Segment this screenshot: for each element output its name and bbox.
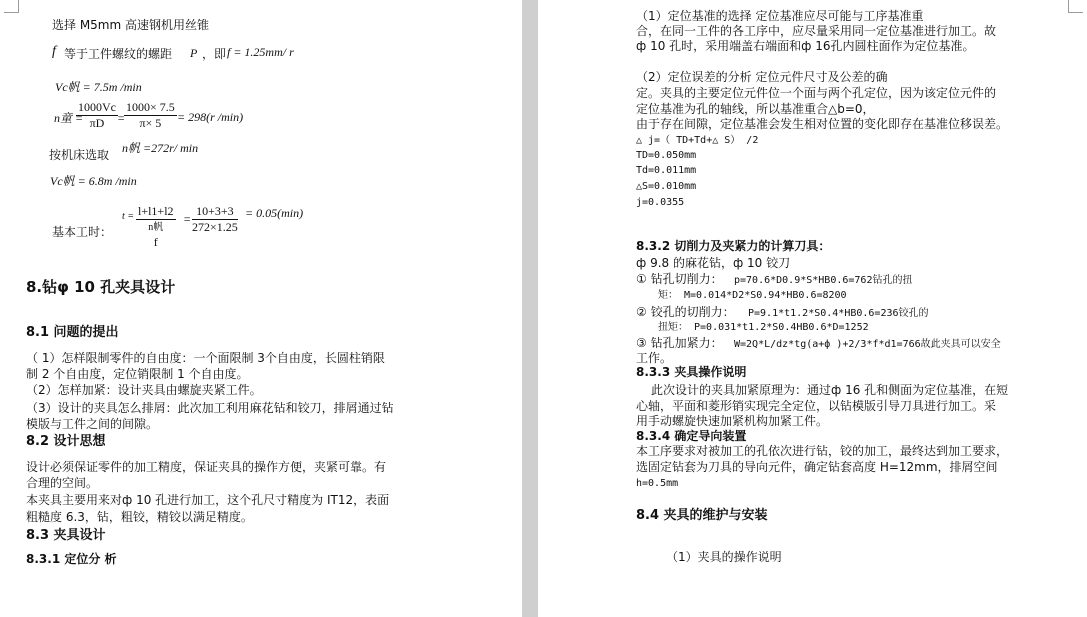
formula-speed-lhs: n童 = xyxy=(54,111,84,125)
paragraph-line: 设计必须保证零件的加工精度，保证夹具的操作方便，夹紧可靠。有 xyxy=(26,460,387,474)
left-page xyxy=(0,0,522,617)
paragraph-line: （ 1）怎样限制零件的自由度：一个面限制 3个自由度，长圆柱销限 xyxy=(26,351,385,365)
paragraph-line: 合，在同一工件的各工序中，应尽量采用同一定位基准进行加工。故 xyxy=(636,24,997,38)
value-line: h=0.5mm xyxy=(636,478,679,489)
formula-equals: = xyxy=(183,212,192,226)
paragraph-line: 本夹具主要用来对ф 10 孔进行加工，这个孔尺寸精度为 IT12，表面 xyxy=(26,493,390,507)
line-tap-selection: 选择 M5mm 高速钢机用丝锥 xyxy=(52,18,209,32)
formula-speed-result: = 298(r /min) xyxy=(177,110,244,124)
fraction-denominator: 272×1.25 xyxy=(192,220,238,234)
heading-8-2: 8.2 设计思想 xyxy=(26,434,106,449)
symbol-f: f xyxy=(52,44,56,59)
formula-actual-speed: Vc帆 = 6.8m /min xyxy=(50,174,137,188)
fraction-numerator: 1000× 7.5 xyxy=(126,100,175,114)
paragraph-line: （2）定位误差的分析 定位元件尺寸及公差的确 xyxy=(636,70,888,84)
paragraph-line: 制 2 个自由度，定位销限制 1 个自由度。 xyxy=(26,367,249,381)
formula-line: W=2Q*L/dz*tg(a+ф )+2/3*f*d1=766故此夹具可以安全 xyxy=(734,339,1001,350)
paragraph-line: 定位基准为孔的轴线，所以基准重合△b=0， xyxy=(636,102,875,116)
value-line: j=0.0355 xyxy=(636,197,685,208)
formula-time-result: = 0.05(min) xyxy=(245,206,304,220)
paragraph-line: （3）设计的夹具怎么排屑：此次加工利用麻花钻和铰刀，排屑通过钻 xyxy=(26,401,394,415)
paragraph-line: 选固定钻套为刀具的导向元件，确定钻套高度 H=12mm，排屑空间 xyxy=(636,460,998,474)
paragraph-line: 心轴，平面和菱形销实现完全定位，以钻模版引导刀具进行加工。采 xyxy=(636,399,997,413)
fraction-denominator: πD xyxy=(89,116,105,130)
list-item-label: ① 钻孔切削力： xyxy=(636,272,723,286)
text-select-by-machine: 按机床选取 xyxy=(49,148,110,162)
formula-line: P=9.1*t1.2*S0.4*HB0.6=236铰孔的 xyxy=(748,308,929,319)
text-equals-pitch: 等于工件螺纹的螺距 xyxy=(64,47,173,61)
formula-machine-speed: n帆 =272r/ min xyxy=(122,141,199,155)
paragraph-line: 用手动螺旋快速加紧机构加紧工件。 xyxy=(636,414,829,428)
fraction-middle: n帆 xyxy=(148,222,164,233)
label-basic-time: 基本工时： xyxy=(52,225,113,239)
text-ie: ，即 xyxy=(202,47,227,61)
formula-equals: = xyxy=(117,111,126,125)
heading-8-3-2: 8.3.2 切削力及夹紧力的计算刀具： xyxy=(636,239,831,253)
fraction-denominator: f xyxy=(153,235,158,249)
formula-feed: f = 1.25mm/ r xyxy=(227,45,294,59)
fraction-1000x7.5 xyxy=(124,100,177,131)
heading-8-3-1: 8.3.1 定位分 析 xyxy=(26,552,117,566)
heading-section-8: 8.钻φ 10 孔夹具设计 xyxy=(26,278,176,296)
value-line: △S=0.010mm xyxy=(636,181,697,192)
formula-line: 扭矩： P=0.031*t1.2*S0.4HB0.6*D=1252 xyxy=(658,322,869,333)
paragraph-line: 模版与工件之间的间隙。 xyxy=(26,417,159,431)
value-line: TD=0.050mm xyxy=(636,150,697,161)
fraction-length-over-nf xyxy=(136,204,176,250)
formula-time-lhs: t = xyxy=(122,211,135,222)
list-item-label: ③ 钻孔加紧力： xyxy=(636,336,723,350)
crop-mark xyxy=(1068,0,1083,13)
paragraph-line: 定。夹具的主要定位元件位一个面与两个孔定位，因为该定位元件的 xyxy=(636,86,997,100)
fraction-16-over-272 xyxy=(192,204,238,235)
paragraph-line: 合理的空间。 xyxy=(26,476,99,490)
paragraph-line: （1）夹具的操作说明 xyxy=(666,550,782,564)
heading-8-3-3: 8.3.3 夹具操作说明 xyxy=(636,365,747,379)
formula-line: p=70.6*D0.9*S*HB0.6=762钻孔的扭 xyxy=(734,275,913,286)
paragraph-line: 工作。 xyxy=(636,351,673,365)
fraction-numerator: 10+3+3 xyxy=(192,204,238,220)
symbol-p: P xyxy=(190,46,198,60)
paragraph-line: 由于存在间隙，定位基准会发生相对位置的变化即存在基准位移误差。 xyxy=(636,117,1009,131)
formula-cutting-speed: Vc帆 = 7.5m /min xyxy=(55,80,142,94)
paragraph-line: （2）怎样加紧：设计夹具由螺旋夹紧工件。 xyxy=(26,383,262,397)
paragraph-line: 此次设计的夹具加紧原理为：通过ф 16 孔和侧面为定位基准，在短 xyxy=(651,383,1009,397)
paragraph-line: ф 10 孔时，采用端盖右端面和ф 16孔内圆柱面作为定位基准。 xyxy=(636,39,975,53)
paragraph-line: 本工序要求对被加工的孔依次进行钻，铰的加工，最终达到加工要求， xyxy=(636,444,1009,458)
heading-8-3: 8.3 夹具设计 xyxy=(26,528,106,543)
value-line: Td=0.011mm xyxy=(636,165,697,176)
heading-8-3-4: 8.3.4 确定导向装置 xyxy=(636,429,747,443)
crop-mark xyxy=(4,0,19,13)
fraction-1000v-pid xyxy=(76,100,118,131)
formula-line: 矩： M=0.014*D2*S0.94*HB0.6=8200 xyxy=(658,290,847,301)
paragraph-line: 粗糙度 6.3，钻，粗铰，精铰以满足精度。 xyxy=(26,510,253,524)
heading-8-1: 8.1 问题的提出 xyxy=(26,325,119,340)
paragraph-line: ф 9.8 的麻花钻，ф 10 铰刀 xyxy=(636,256,791,270)
formula-line: △ j=（ TD+Td+△ S） /2 xyxy=(636,135,759,146)
heading-8-4: 8.4 夹具的维护与安装 xyxy=(636,508,768,523)
list-item-label: ② 铰孔的切削力： xyxy=(636,305,735,319)
right-page xyxy=(538,0,1087,617)
fraction-denominator: π× 5 xyxy=(139,116,162,130)
fraction-numerator: l+l1+l2 xyxy=(138,204,174,218)
paragraph-line: （1）定位基准的选择 定位基准应尽可能与工序基准重 xyxy=(636,9,924,23)
page-gutter xyxy=(522,0,538,617)
fraction-numerator: 1000Vc xyxy=(78,100,116,114)
